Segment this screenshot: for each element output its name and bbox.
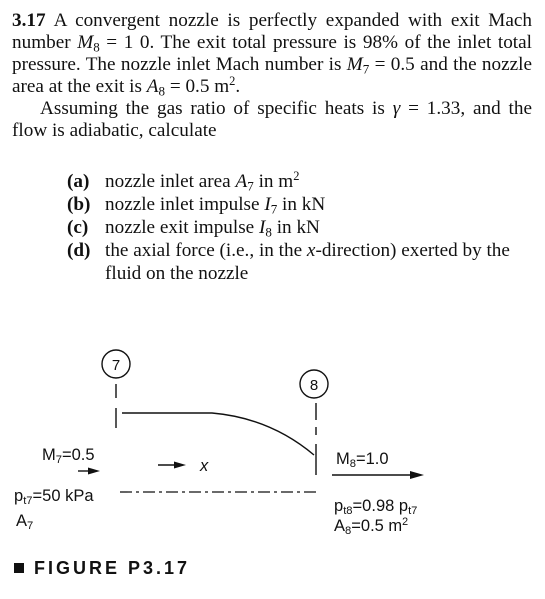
part-subscript: 8: [265, 224, 272, 240]
label-symbol: A: [334, 517, 346, 535]
caption-square-icon: [14, 563, 24, 573]
problem-assumption: [12, 98, 532, 142]
mach-symbol: M: [346, 54, 363, 75]
question-parts: [67, 170, 527, 285]
part-text-1: the axial force (i.e., in the: [105, 240, 307, 261]
x-axis-label: x: [200, 457, 209, 475]
label-superscript: 2: [402, 516, 409, 529]
part-superscript: 2: [293, 169, 300, 184]
problem-statement: [12, 10, 532, 142]
exit-area-label: [334, 517, 408, 536]
intro-text-4: = 0.5 m: [165, 76, 230, 97]
exit-arrowhead: [410, 471, 424, 479]
x-arrowhead: [174, 462, 186, 469]
station-7-label: 7: [111, 357, 121, 374]
figure-caption-text: FIGURE P3.17: [34, 558, 191, 578]
figure-caption: [14, 558, 190, 579]
label-subscript-2: t7: [408, 504, 418, 517]
label-subscript: t8: [343, 504, 353, 517]
part-symbol: x: [306, 240, 316, 261]
intro-end: .: [235, 76, 241, 97]
inlet-area-label: [16, 512, 33, 531]
part-text: [105, 193, 527, 216]
part-label: (a): [67, 171, 90, 192]
label-subscript: 8: [345, 524, 352, 537]
inlet-mach-label: [42, 446, 95, 465]
part-text: [105, 239, 527, 285]
part-symbol: I: [264, 194, 271, 215]
label-value: =0.5: [62, 446, 95, 464]
mach-symbol: M: [77, 32, 94, 53]
label-symbol: p: [14, 487, 24, 505]
intro-text-1: A convergent nozzle is perfectly expanded with exit Mach number: [12, 10, 532, 53]
inlet-pressure-label: [14, 487, 94, 506]
part-subscript: 7: [247, 178, 254, 194]
exit-pressure-label: [334, 497, 417, 516]
assume-text-1: Assuming the gas ratio of specific heats is: [40, 98, 393, 119]
part-subscript: 7: [270, 201, 278, 217]
part-text-2: in kN: [277, 194, 326, 215]
gamma-symbol: γ: [392, 98, 401, 119]
problem-number: 3.17: [12, 10, 46, 31]
area-symbol: A: [146, 76, 159, 97]
label-subscript: 7: [27, 519, 34, 532]
question-part-a: [67, 170, 527, 193]
assume-text-2: = 1.33, and the flow is adiabatic, calculate: [12, 98, 532, 141]
problem-intro: [12, 10, 532, 98]
label-symbol: A: [16, 512, 28, 530]
part-label: (c): [67, 217, 89, 238]
nozzle-diagram: [0, 340, 545, 560]
label-symbol: M: [336, 450, 350, 468]
part-text: [105, 170, 527, 193]
station-8-label: 8: [309, 377, 319, 394]
label-value: =1.0: [356, 450, 389, 468]
subscript-8: 8: [158, 83, 166, 99]
intro-text-3: = 0.5 and the nozzle area at the exit is: [12, 54, 532, 97]
nozzle-wall: [122, 413, 314, 455]
part-text-1: nozzle inlet area: [105, 171, 236, 192]
label-symbol: p: [334, 497, 344, 515]
label-value: =50 kPa: [32, 487, 94, 505]
part-text-2: in kN: [271, 217, 320, 238]
subscript-8: 8: [93, 39, 100, 55]
superscript-2: 2: [229, 74, 236, 89]
subscript-7: 7: [362, 61, 370, 77]
part-text: [105, 216, 527, 239]
part-label: (d): [67, 240, 91, 261]
part-text-2: in m: [253, 171, 294, 192]
label-value: =0.98 p: [352, 497, 409, 515]
part-text-1: nozzle exit impulse: [105, 217, 259, 238]
exit-mach-label: [336, 450, 389, 469]
part-symbol: I: [259, 217, 266, 238]
inlet-arrowhead: [88, 468, 100, 475]
label-subscript: 7: [55, 453, 62, 466]
question-part-c: [67, 216, 527, 239]
label-value: =0.5 m: [351, 517, 403, 535]
part-text-2: -direction) exerted by the fluid on the nozzle: [105, 240, 510, 284]
label-subscript: 8: [349, 457, 356, 470]
part-text-1: nozzle inlet impulse: [105, 194, 265, 215]
intro-text-2: = 1 0. The exit total pressure is 98% of the inlet total pressure. The nozzle inlet Mach number is: [12, 32, 532, 75]
label-symbol: M: [42, 446, 56, 464]
question-part-b: [67, 193, 527, 216]
question-part-d: [67, 239, 527, 285]
part-symbol: A: [235, 171, 248, 192]
label-subscript: t7: [23, 494, 33, 507]
part-label: (b): [67, 194, 91, 215]
